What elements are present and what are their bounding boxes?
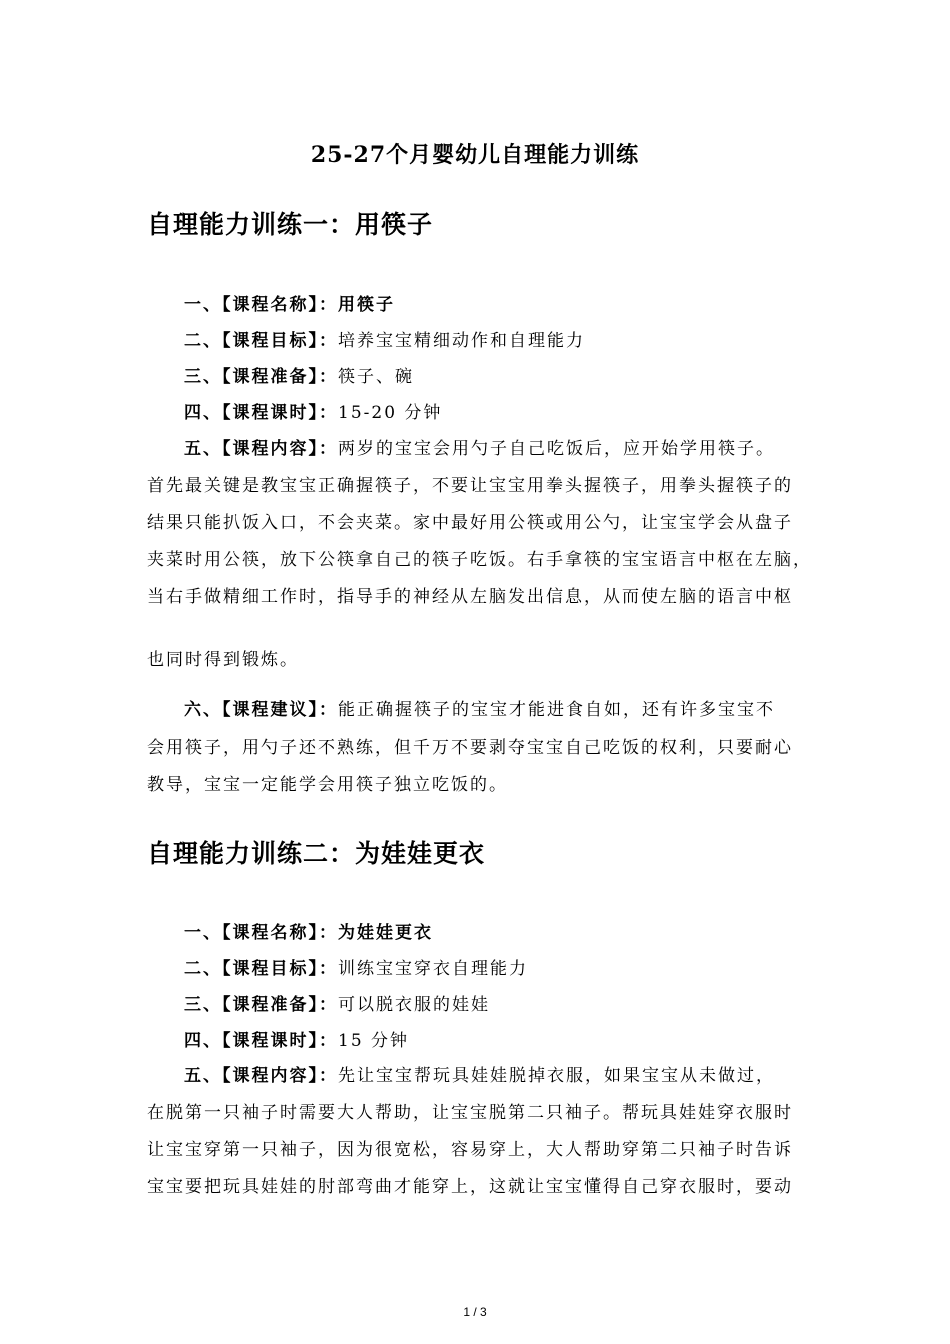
item-label: 四、【课程课时】： <box>184 1031 338 1051</box>
course-goal-item <box>184 326 585 351</box>
item-value: 15-20 分钟 <box>338 403 443 423</box>
content-line: 夹菜时用公筷，放下公筷拿自己的筷子吃饭。右手拿筷的宝宝语言中枢在左脑， <box>147 550 812 570</box>
item-value: 培养宝宝精细动作和自理能力 <box>338 331 585 351</box>
item-label: 三、【课程准备】： <box>184 995 338 1015</box>
content-line: 让宝宝穿第一只袖子，因为很宽松，容易穿上，大人帮助穿第二只袖子时告诉 <box>147 1140 793 1160</box>
content-line: 首先最关键是教宝宝正确握筷子，不要让宝宝用拳头握筷子，用拳头握筷子的 <box>147 476 793 496</box>
item-value: 能正确握筷子的宝宝才能进食自如，还有许多宝宝不 <box>338 700 775 720</box>
item-value: 先让宝宝帮玩具娃娃脱掉衣服，如果宝宝从未做过， <box>338 1066 775 1086</box>
item-label: 四、【课程课时】： <box>184 403 338 423</box>
content-line: 结果只能扒饭入口，不会夹菜。家中最好用公筷或用公勺，让宝宝学会从盘子 <box>147 513 793 533</box>
item-value: 两岁的宝宝会用勺子自己吃饭后，应开始学用筷子。 <box>338 439 775 459</box>
document-title: 25-27个月婴幼儿自理能力训练 <box>310 142 640 168</box>
item-value: 15 分钟 <box>338 1031 410 1051</box>
course-duration-item <box>184 398 442 423</box>
suggestion-line: 会用筷子，用勺子还不熟练，但千万不要剥夺宝宝自己吃饭的权利，只要耐心 <box>147 738 793 758</box>
content-line: 宝宝要把玩具娃娃的肘部弯曲才能穿上，这就让宝宝懂得自己穿衣服时，要动 <box>147 1177 793 1197</box>
content-line: 也同时得到锻炼。 <box>147 650 299 670</box>
content-line: 在脱第一只袖子时需要大人帮助，让宝宝脱第二只袖子。帮玩具娃娃穿衣服时 <box>147 1103 793 1123</box>
course-goal-item <box>184 954 528 979</box>
item-value: 用筷子 <box>338 295 395 315</box>
course-content-item <box>184 1061 775 1086</box>
course-prep-item <box>184 362 414 387</box>
item-label: 六、【课程建议】： <box>184 700 338 720</box>
item-value: 训练宝宝穿衣自理能力 <box>338 959 528 979</box>
item-label: 五、【课程内容】： <box>184 1066 338 1086</box>
content-line: 当右手做精细工作时，指导手的神经从左脑发出信息，从而使左脑的语言中枢 <box>147 587 793 607</box>
item-label: 一、【课程名称】： <box>184 295 338 315</box>
suggestion-line: 教导，宝宝一定能学会用筷子独立吃饭的。 <box>147 775 508 795</box>
course-content-item <box>184 434 775 459</box>
course-suggestion-item <box>184 695 775 720</box>
item-label: 二、【课程目标】： <box>184 959 338 979</box>
course-duration-item <box>184 1026 409 1051</box>
item-value: 为娃娃更衣 <box>338 923 433 943</box>
item-label: 五、【课程内容】： <box>184 439 338 459</box>
section-heading-doll-dressing: 自理能力训练二：为娃娃更衣 <box>147 839 486 868</box>
item-value: 筷子、碗 <box>338 367 414 387</box>
course-prep-item <box>184 990 490 1015</box>
item-label: 二、【课程目标】： <box>184 331 338 351</box>
page-number: 1 / 3 <box>463 1305 487 1319</box>
course-name-item <box>184 918 433 943</box>
course-name-item <box>184 290 395 315</box>
item-value: 可以脱衣服的娃娃 <box>338 995 490 1015</box>
item-label: 一、【课程名称】： <box>184 923 338 943</box>
section-heading-chopsticks: 自理能力训练一：用筷子 <box>147 210 434 239</box>
item-label: 三、【课程准备】： <box>184 367 338 387</box>
